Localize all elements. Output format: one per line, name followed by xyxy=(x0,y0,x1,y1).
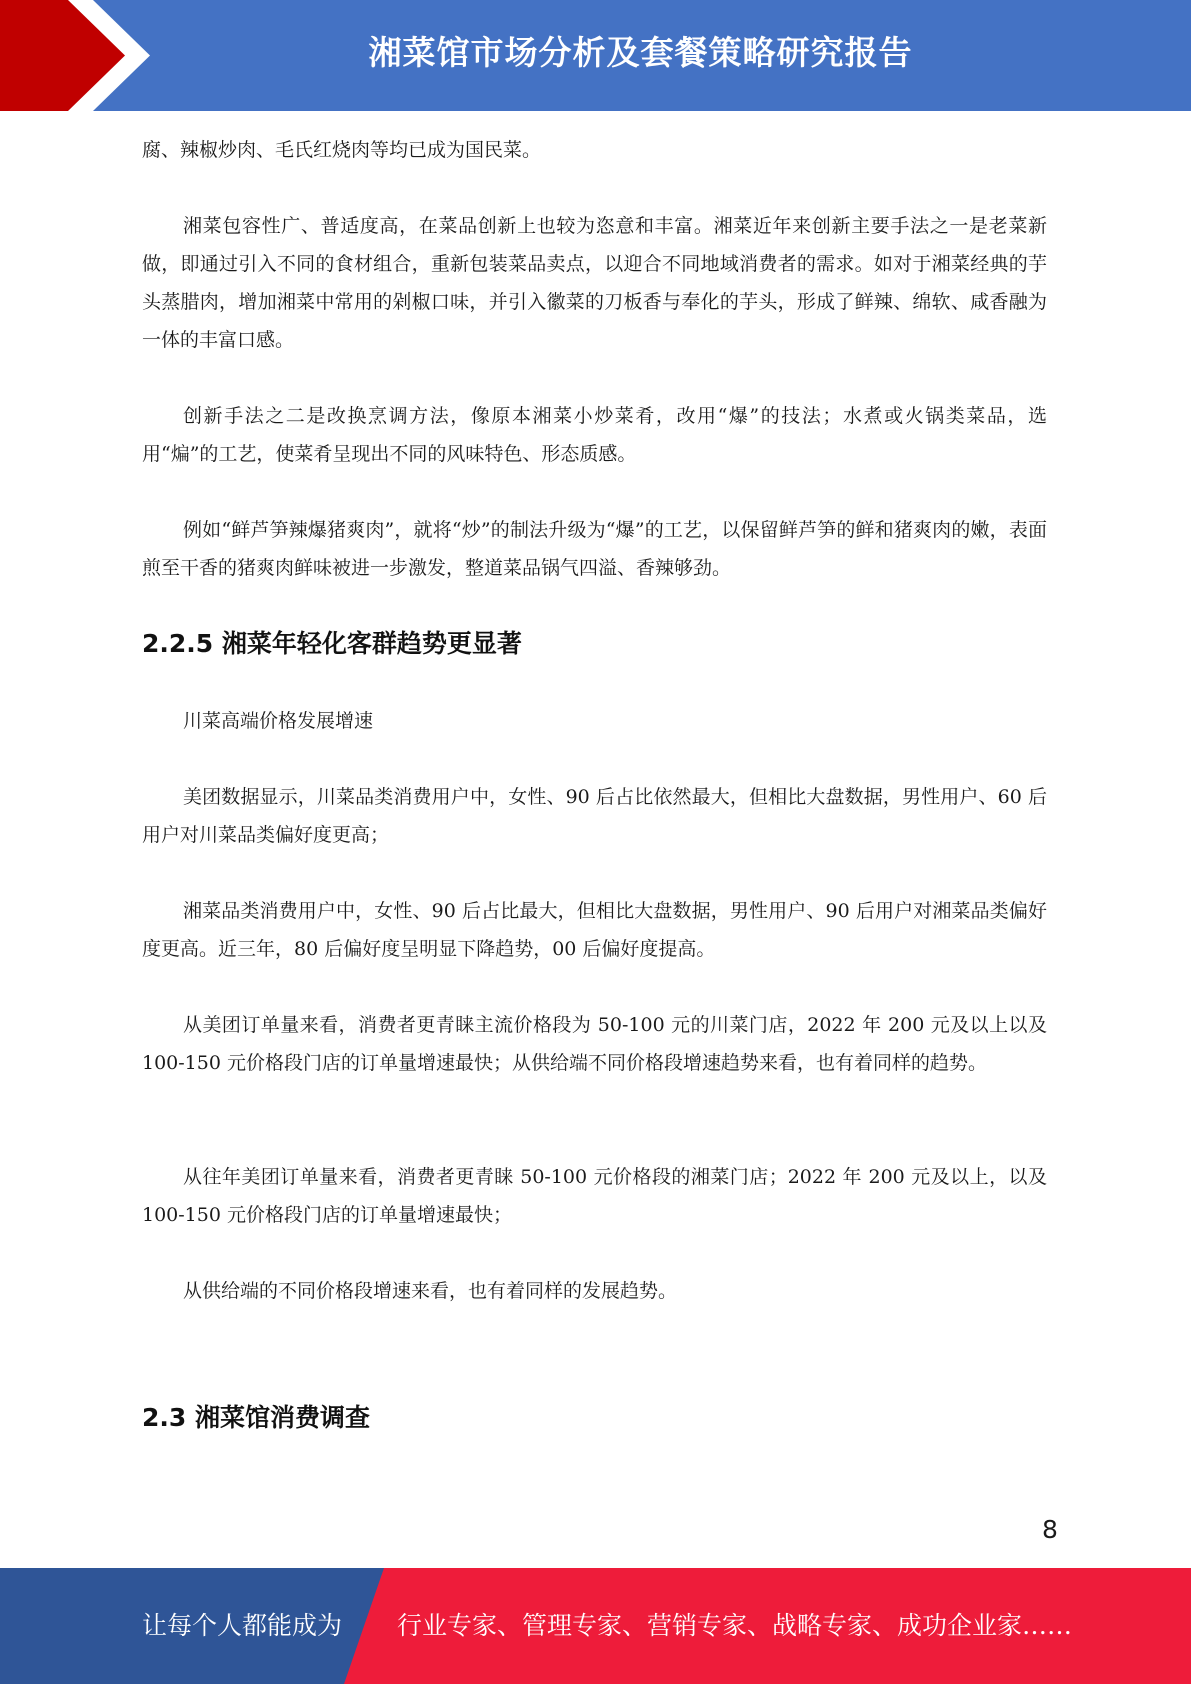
paragraph: 腐、辣椒炒肉、毛氏红烧肉等均已成为国民菜。 xyxy=(142,139,542,161)
header-arrow-icon xyxy=(0,0,160,111)
paragraph: 从美团订单量来看，消费者更青睐主流价格段为 50-100 元的川菜门店，2022 年 200 元及以上以及 100-150 元价格段门店的订单量增速最快；从供给端不同价格段增速趋势来看，也有着同样的趋势。 xyxy=(142,1014,1047,1074)
footer-slogan-left: 让每个人都能成为 xyxy=(142,1611,343,1640)
header-banner xyxy=(0,0,1191,111)
report-title: 湘菜馆市场分析及套餐策略研究报告 xyxy=(368,33,913,72)
footer-slogan-right: 行业专家、管理专家、营销专家、战略专家、成功企业家…… xyxy=(397,1611,1073,1640)
paragraph: 从供给端的不同价格段增速来看，也有着同样的发展趋势。 xyxy=(183,1280,678,1302)
paragraph: 从往年美团订单量来看，消费者更青睐 50-100 元价格段的湘菜门店；2022 年 200 元及以上，以及 100-150 元价格段门店的订单量增速最快； xyxy=(142,1166,1047,1226)
section-heading: 2.2.5 湘菜年轻化客群趋势更显著 xyxy=(142,629,522,658)
page-number: 8 xyxy=(1042,1515,1058,1544)
paragraph: 美团数据显示，川菜品类消费用户中，女性、90 后占比依然最大，但相比大盘数据，男性用户、60 后用户对川菜品类偏好度更高； xyxy=(142,786,1047,846)
paragraph: 创新手法之二是改换烹调方法，像原本湘菜小炒菜肴，改用“爆”的技法；水煮或火锅类菜品，选用“煸”的工艺，使菜肴呈现出不同的风味特色、形态质感。 xyxy=(142,405,1047,465)
paragraph: 湘菜品类消费用户中，女性、90 后占比最大，但相比大盘数据，男性用户、90 后用户对湘菜品类偏好度更高。近三年，80 后偏好度呈明显下降趋势，00 后偏好度提高。 xyxy=(142,900,1047,960)
paragraph: 例如“鲜芦笋辣爆猪爽肉”，就将“炒”的制法升级为“爆”的工艺，以保留鲜芦笋的鲜和猪爽肉的嫩，表面煎至干香的猪爽肉鲜味被进一步激发，整道菜品锅气四溢、香辣够劲。 xyxy=(142,519,1047,579)
footer-banner xyxy=(0,1568,1191,1684)
paragraph: 湘菜包容性广、普适度高，在菜品创新上也较为恣意和丰富。湘菜近年来创新主要手法之一是老菜新做，即通过引入不同的食材组合，重新包装菜品卖点，以迎合不同地域消费者的需求。如对于湘菜经典的芋头蒸腊肉，增加湘菜中常用的剁椒口味，并引入徽菜的刀板香与奉化的芋头，形成了鲜辣、绵软、咸香融为一体的丰富口感。 xyxy=(142,215,1047,351)
paragraph: 川菜高端价格发展增速 xyxy=(183,710,374,732)
section-heading: 2.3 湘菜馆消费调查 xyxy=(142,1403,370,1432)
